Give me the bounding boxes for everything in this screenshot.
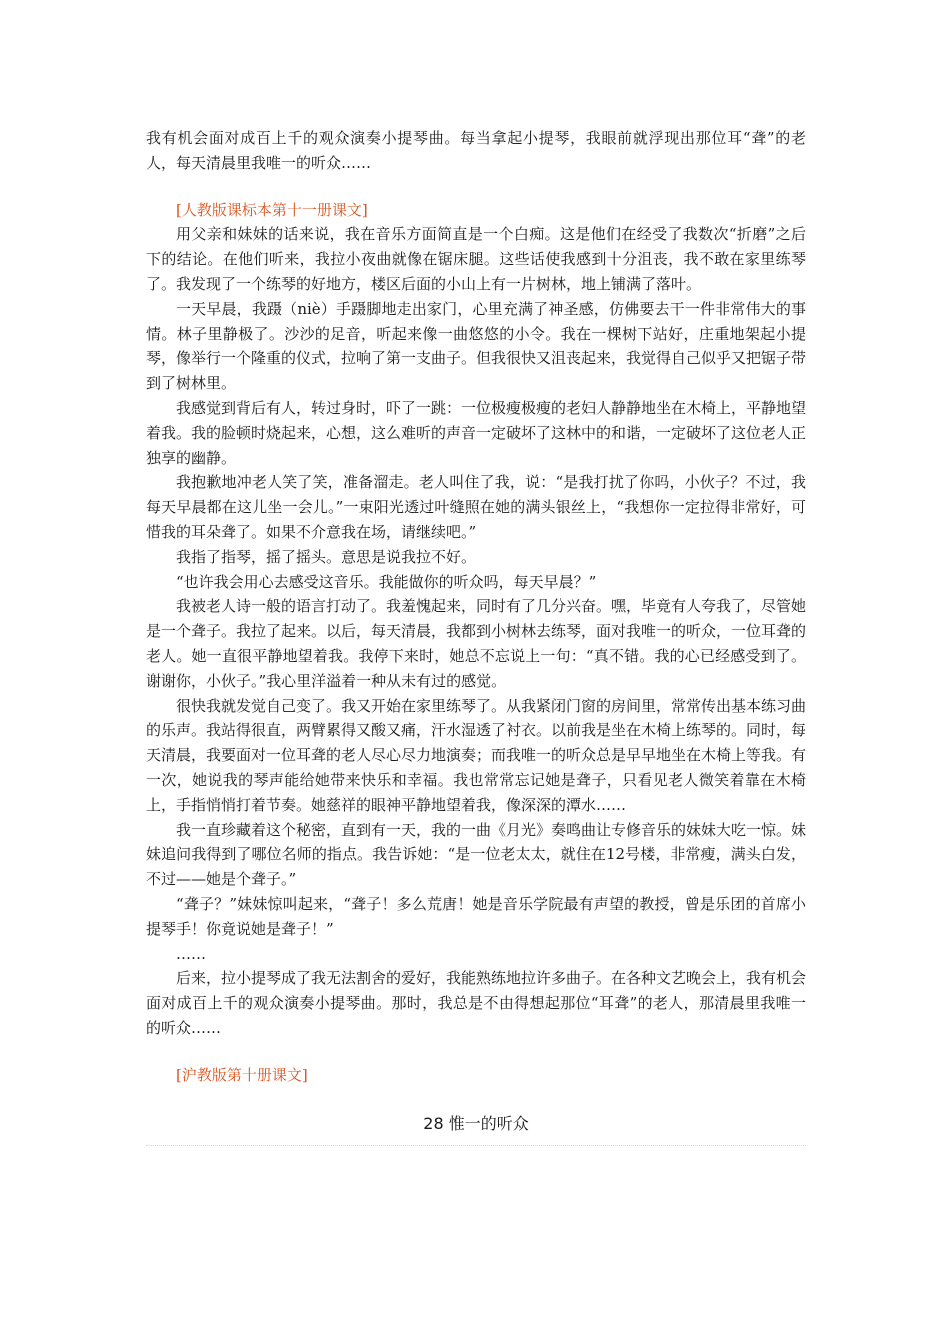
spacer [146,1041,806,1063]
story-paragraph-11: 后来，拉小提琴成了我无法割舍的爱好，我能熟练地拉许多曲子。在各种文艺晚会上，我有机会面对成百上千的观众演奏小提琴曲。那时，我总是不由得想起那位“耳聋”的老人，那清晨里我唯一的听众…… [146,969,807,1037]
story-paragraph-3: 我感觉到背后有人，转过身时，吓了一跳：一位极瘦极瘦的老妇人静静地坐在木椅上，平静地望着我。我的脸顿时烧起来，心想，这么难听的声音一定破坏了这林中的和谐，一定破坏了这位老人正独享的幽静。 [146,398,807,467]
story-paragraph-2: 一天早晨，我蹑（niè）手蹑脚地走出家门，心里充满了神圣感，仿佛要去干一件非常伟大的事情。林子里静极了。沙沙的足音，听起来像一曲悠悠的小令。我在一棵树下站好，庄重地架起小提琴，像举行一个隆重的仪式，拉响了第一支曲子。但我很快又沮丧起来，我觉得自己似乎又把锯子带到了树林里。 [146,299,807,393]
spacer [146,176,806,198]
document-page [146,126,806,1146]
story-paragraph-9: 我一直珍藏着这个秘密，直到有一天，我的一曲《月光》奏鸣曲让专修音乐的妹妹大吃一惊。妹妹追问我得到了哪位名师的指点。我告诉她：“是一位老太太，就住在12号楼，非常瘦，满头白发，不过——她是个聋子。” [146,820,807,889]
story-paragraph-1: 用父亲和妹妹的话来说，我在音乐方面简直是一个白痴。这是他们在经受了我数次“折磨”之后下的结论。在他们听来，我拉小夜曲就像在锯床腿。这些话使我感到十分沮丧，我不敢在家里练琴了。我发现了一个练琴的好地方，楼区后面的小山上有一片树林，地上铺满了落叶。 [146,225,806,293]
story-paragraph-7: 我被老人诗一般的语言打动了。我羞愧起来，同时有了几分兴奋。嘿，毕竟有人夸我了，尽管她是一个聋子。我拉了起来。以后，每天清晨，我都到小树林去练琴，面对我唯一的听众，一位耳聋的老人。她一直很平静地望着我。我停下来时，她总不忘说上一句：“真不错。我的心已经感受到了。谢谢你，小伙子。”我心里洋溢着一种从未有过的感觉。 [146,597,807,690]
source-label-hujiao: [沪教版第十册课文] [176,1065,308,1084]
story-paragraph-10: “聋子？”妹妹惊叫起来，“聋子！多么荒唐！她是音乐学院最有声望的教授，曾是乐团的首席小提琴手！你竟说她是聋子！” [146,894,806,938]
source-label-renjiao: [人教版课标本第十一册课文] [176,200,368,219]
story-paragraph-6: “也许我会用心去感受这音乐。我能做你的听众吗，每天早晨？” [176,572,597,591]
intro-paragraph: 我有机会面对成百上千的观众演奏小提琴曲。每当拿起小提琴，我眼前就浮现出那位耳“聋”的老人，每天清晨里我唯一的听众…… [146,129,806,172]
story-paragraph-8: 很快我就发觉自己变了。我又开始在家里练琴了。从我紧闭门窗的房间里，常常传出基本练习曲的乐声。我站得很直，两臂累得又酸又痛，汗水湿透了衬衣。以前我是坐在木椅上练琴的。同时，每天清晨，我要面对一位耳聋的老人尽心尽力地演奏；而我唯一的听众总是早早地坐在木椅上等我。有一次，她说我的琴声能给她带来快乐和幸福。我也常常忘记她是聋子，只看见老人微笑着靠在木椅上，手指悄悄打着节奏。她慈祥的眼神平静地望着我，像深深的潭水…… [146,696,807,814]
spacer [146,1087,806,1111]
ellipsis-line: …… [176,944,206,963]
story-paragraph-5: 我指了指琴，摇了摇头。意思是说我拉不好。 [176,547,477,566]
lesson-title: 28 惟一的听众 [423,1114,529,1134]
story-paragraph-4: 我抱歉地冲老人笑了笑，准备溜走。老人叫住了我，说：“是我打扰了你吗，小伙子？不过，我每天早晨都在这儿坐一会儿。”一束阳光透过叶缝照在她的满头银丝上，“我想你一定拉得非常好，可惜我的耳朵聋了。如果不介意我在场，请继续吧。” [146,473,806,541]
title-divider [146,1145,806,1146]
